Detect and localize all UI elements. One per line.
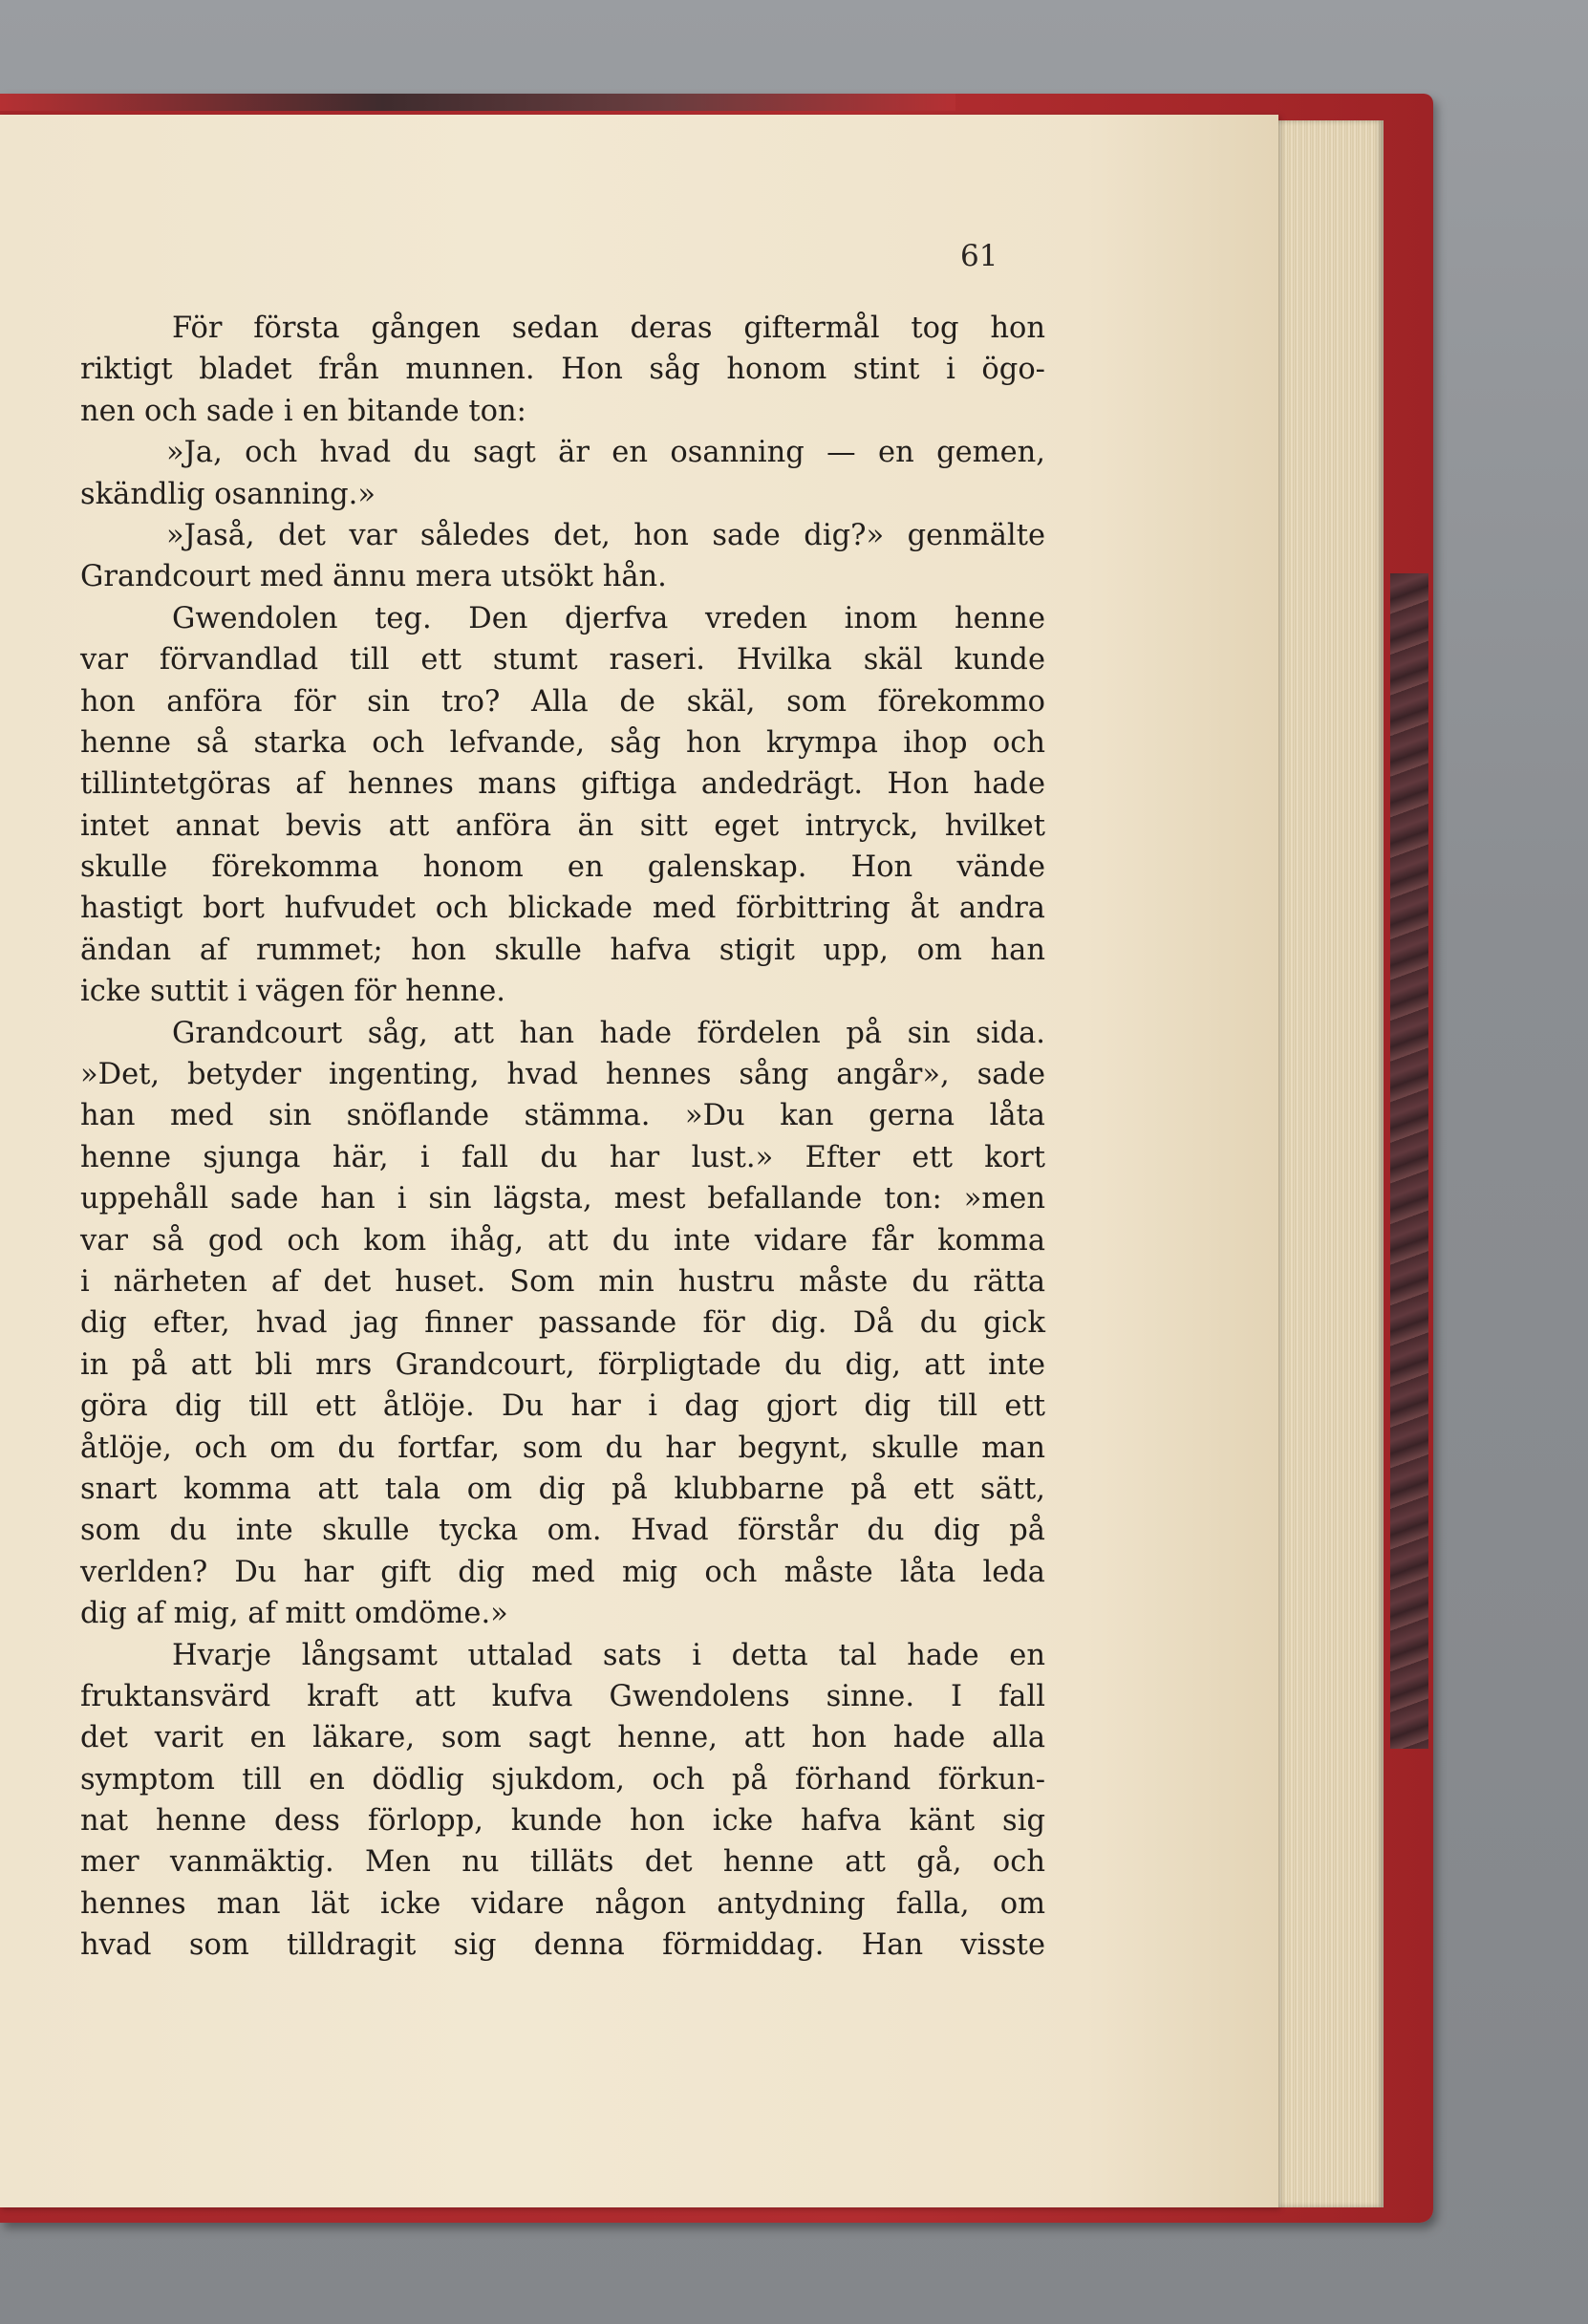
- text-line: som du inte skulle tycka om. Hvad förstår du dig på: [80, 1514, 1045, 1548]
- text-line: henne sjunga här, i fall du har lust.» Efter ett kort: [80, 1140, 1045, 1174]
- text-line: i närheten af det huset. Som min hustru måste du rätta: [80, 1264, 1045, 1299]
- text-line: göra dig till ett åtlöje. Du har i dag gjort dig till ett: [80, 1389, 1045, 1424]
- page-number: 61: [960, 239, 998, 273]
- text-line: åtlöje, och om du fortfar, som du har begynt, skulle man: [80, 1431, 1045, 1465]
- text-line: han med sin snöflande stämma. »Du kan gerna låta: [80, 1099, 1045, 1133]
- text-line: henne så starka och lefvande, såg hon krympa ihop och: [80, 725, 1045, 760]
- text-line: det varit en läkare, som sagt henne, att hon hade alla: [80, 1721, 1045, 1755]
- body-text: [80, 308, 1045, 1967]
- text-line: Gwendolen teg. Den djerfva vreden inom henne: [172, 601, 1045, 635]
- text-line: dig af mig, af mitt omdöme.»: [80, 1597, 508, 1631]
- text-line: Hvarje långsamt uttalad sats i detta tal hade en: [172, 1638, 1045, 1672]
- text-line: Grandcourt såg, att han hade fördelen på sin sida.: [172, 1016, 1045, 1050]
- text-line: För första gången sedan deras giftermål tog hon: [172, 312, 1045, 345]
- text-line: tillintetgöras af hennes mans giftiga andedrägt. Hon hade: [80, 767, 1045, 802]
- text-line: ändan af rummet; hon skulle hafva stigit upp, om han: [80, 933, 1045, 967]
- text-line: »Det, betyder ingenting, hvad hennes sång angår», sade: [80, 1058, 1045, 1092]
- text-line: var förvandlad till ett stumt raseri. Hvilka skäl kunde: [80, 643, 1045, 678]
- text-line: skändlig osanning.»: [80, 477, 376, 511]
- text-line: hastigt bort hufvudet och blickade med förbittring åt andra: [80, 892, 1045, 926]
- cover-top-edge: [0, 94, 955, 111]
- text-line: hvad som tilldragit sig denna förmiddag. Han visste: [80, 1928, 1045, 1963]
- text-line: snart komma att tala om dig på klubbarne på ett sätt,: [80, 1472, 1045, 1506]
- text-line: hennes man lät icke vidare någon antydning falla, om: [80, 1886, 1045, 1921]
- text-line: intet annat bevis att anföra än sitt eget intryck, hvilket: [80, 808, 1045, 843]
- text-line: var så god och kom ihåg, att du inte vidare får komma: [80, 1223, 1045, 1258]
- text-line: symptom till en dödlig sjukdom, och på förhand förkun-: [80, 1762, 1045, 1797]
- text-line: icke suttit i vägen för henne.: [80, 975, 506, 1009]
- text-line: dig efter, hvad jag finner passande för dig. Då du gick: [80, 1306, 1045, 1341]
- text-line: Grandcourt med ännu mera utsökt hån.: [80, 560, 667, 594]
- text-line: »Jaså, det var således det, hon sade dig?» genmälte: [166, 518, 1045, 552]
- text-line: nen och sade i en bitande ton:: [80, 394, 526, 428]
- text-line: »Ja, och hvad du sagt är en osanning — en gemen,: [166, 436, 1045, 470]
- text-line: nat henne dess förlopp, kunde hon icke hafva känt sig: [80, 1804, 1045, 1839]
- cover-marbled-edge: [1390, 573, 1428, 1749]
- text-line: hon anföra för sin tro? Alla de skäl, som förekommo: [80, 684, 1045, 719]
- text-line: uppehåll sade han i sin lägsta, mest befallande ton: »men: [80, 1182, 1045, 1216]
- text-line: fruktansvärd kraft att kufva Gwendolens sinne. I fall: [80, 1679, 1045, 1713]
- text-line: verlden? Du har gift dig med mig och måste låta leda: [80, 1555, 1045, 1589]
- text-line: mer vanmäktig. Men nu tilläts det henne att gå, och: [80, 1845, 1045, 1880]
- text-line: riktigt bladet från munnen. Hon såg honom stint i ögo-: [80, 353, 1045, 387]
- page-fore-edge: [1271, 120, 1384, 2207]
- text-line: skulle förekomma honom en galenskap. Hon vände: [80, 850, 1045, 885]
- text-line: in på att bli mrs Grandcourt, förpligtade du dig, att inte: [80, 1347, 1045, 1382]
